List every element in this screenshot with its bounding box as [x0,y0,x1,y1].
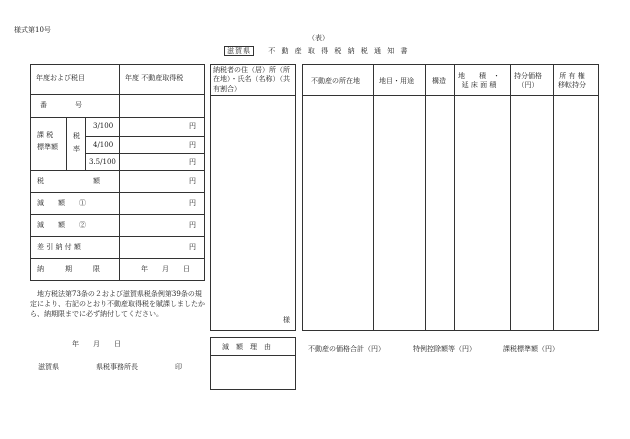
reduction-2-label: 減 額 ② [37,221,86,229]
year-and-tax-value: 年度 不動産取得税 [125,74,184,82]
due-date-label: 納 期 限 [37,265,100,273]
total-value-label: 不動産の価格合計（円） [308,345,385,353]
legal-notice: 地方税法第73条の２および滋賀県税条例第39条の規定により、右記のとおり不動産取得税を賦課しましたから、納期限までに必ず納付してください。 [30,290,205,319]
number-label: 番 号 [40,101,82,109]
property-table [302,64,599,331]
tax-rate-label: 税 率 [73,132,80,154]
front-side-label: （表） [308,34,329,42]
rate-3-unit: 円 [189,122,196,130]
taxable-standard-label: 課 税 標準額 [37,131,58,151]
reduction-1-label: 減 額 ① [37,199,86,207]
rate-3-5-100: 3.5/100 [89,158,116,166]
col-area: 地 積 ・ 延 床 面 積 [458,72,500,89]
reduction-1-unit: 円 [189,199,196,207]
col-location: 不動産の所在地 [311,77,360,85]
issuer-prefecture: 滋賀県 [38,363,59,371]
taxpayer-header: 納税者の住（居）所（所在地）・氏名（名称）（共有割合） [213,66,290,93]
document-title [224,47,410,56]
col-share-price: 持分価格 （円） [514,72,542,89]
tax-amount-label: 税 額 [37,177,100,185]
special-deduction-label: 特例控除額等（円） [413,345,476,353]
prefecture-name: 滋賀県 [224,46,254,56]
rate-4-unit: 円 [189,141,196,149]
col-structure: 構造 [432,77,446,85]
taxpayer-box [210,64,296,331]
tax-amount-unit: 円 [189,177,196,185]
honorific-sama: 様 [283,316,290,324]
due-date-value: 年 月 日 [141,265,190,273]
year-and-tax-label: 年度および税目 [36,74,85,82]
col-ownership-share: 所 有 権 移転持分 [558,72,586,89]
seal-mark: 印 [175,363,182,371]
issuer-office: 県税事務所長 [96,363,138,371]
col-land-use: 地目・用途 [379,77,414,85]
reduction-2-unit: 円 [189,221,196,229]
taxable-standard-total-label: 課税標準額（円） [503,345,559,353]
rate-3-100: 3/100 [93,122,114,130]
net-payment-label: 差 引 納 付 額 [37,243,81,251]
rate-3-5-unit: 円 [189,158,196,166]
form-number: 様式第10号 [14,26,51,34]
rate-4-100: 4/100 [93,141,114,149]
title-text: 不 動 産 取 得 税 納 税 通 知 書 [268,47,410,55]
reduction-reason-label: 減 額 理 由 [222,343,271,351]
net-payment-unit: 円 [189,243,196,251]
issue-date: 年 月 日 [72,340,121,348]
